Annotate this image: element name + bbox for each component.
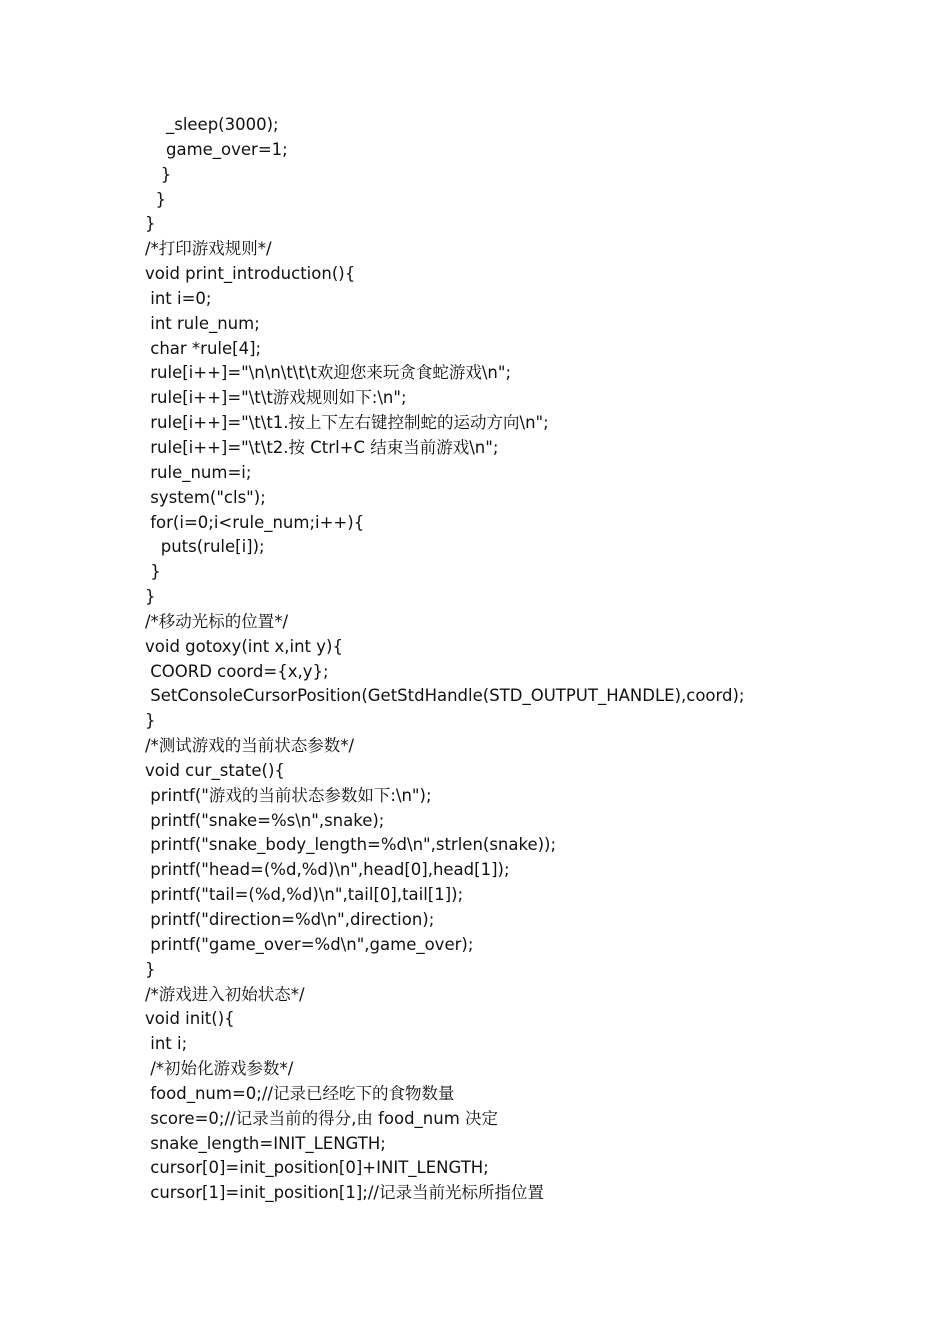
code-line: void cur_state(){	[145, 760, 285, 780]
code-line: printf("游戏的当前状态参数如下:\n");	[145, 785, 432, 805]
code-line: game_over=1;	[145, 139, 288, 159]
code-line: COORD coord={x,y};	[145, 661, 329, 681]
code-line: int i;	[145, 1034, 188, 1054]
code-line: cursor[1]=init_position[1];//记录当前光标所指位置	[145, 1183, 544, 1203]
code-line: cursor[0]=init_position[0]+INIT_LENGTH;	[145, 1158, 489, 1178]
code-line: printf("tail=(%d,%d)\n",tail[0],tail[1]);	[145, 885, 464, 905]
code-line: rule[i++]="\n\n\t\t\t欢迎您来玩贪食蛇游戏\n";	[145, 363, 512, 383]
code-line: printf("snake=%s\n",snake);	[145, 810, 385, 830]
code-line: void gotoxy(int x,int y){	[145, 636, 343, 656]
code-line: rule[i++]="\t\t游戏规则如下:\n";	[145, 388, 407, 408]
code-line: printf("snake_body_length=%d\n",strlen(snake));	[145, 835, 557, 855]
code-line: void init(){	[145, 1009, 235, 1029]
code-line: }	[145, 214, 156, 234]
code-line: puts(rule[i]);	[145, 537, 265, 557]
code-line: /*初始化游戏参数*/	[145, 1059, 294, 1079]
code-line: _sleep(3000);	[145, 115, 279, 134]
code-line: rule[i++]="\t\t2.按 Ctrl+C 结束当前游戏\n";	[145, 437, 499, 457]
code-line: food_num=0;//记录已经吃下的食物数量	[145, 1083, 455, 1103]
code-line: /*打印游戏规则*/	[145, 239, 272, 259]
code-line: int rule_num;	[145, 313, 260, 333]
code-line: }	[145, 959, 156, 979]
code-line: int i=0;	[145, 288, 212, 308]
code-line: printf("head=(%d,%d)\n",head[0],head[1]);	[145, 860, 510, 880]
code-line: rule[i++]="\t\t1.按上下左右键控制蛇的运动方向\n";	[145, 413, 549, 433]
code-line: printf("direction=%d\n",direction);	[145, 910, 435, 929]
code-line: char *rule[4];	[145, 338, 262, 358]
code-line: /*测试游戏的当前状态参数*/	[145, 736, 355, 756]
code-line: }	[145, 587, 156, 607]
code-line: /*游戏进入初始状态*/	[145, 984, 305, 1004]
code-line: }	[145, 711, 156, 731]
code-line: snake_length=INIT_LENGTH;	[145, 1133, 386, 1153]
code-line: score=0;//记录当前的得分,由 food_num 决定	[145, 1108, 499, 1128]
code-line: printf("game_over=%d\n",game_over);	[145, 934, 474, 954]
code-line: }	[145, 164, 172, 184]
code-line: void print_introduction(){	[145, 264, 356, 284]
code-line: /*移动光标的位置*/	[145, 611, 289, 631]
code-line: }	[145, 562, 161, 582]
code-line: }	[145, 189, 166, 209]
code-line: for(i=0;i<rule_num;i++){	[145, 512, 365, 532]
code-line: system("cls");	[145, 487, 266, 507]
code-line: rule_num=i;	[145, 462, 252, 482]
code-line: SetConsoleCursorPosition(GetStdHandle(STD_OUTPUT_HANDLE),coord);	[145, 686, 745, 706]
code-listing	[145, 113, 744, 1206]
